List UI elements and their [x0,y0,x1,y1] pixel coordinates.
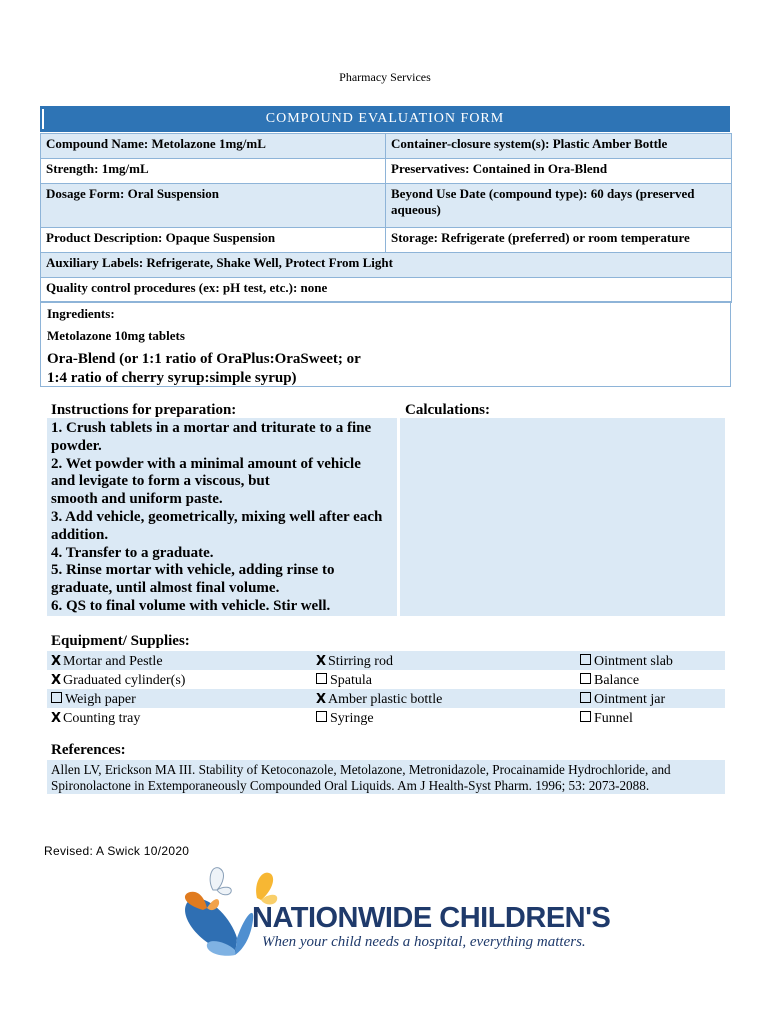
prep-step-line: 3. Add vehicle, geometrically, mixing well after each [51,508,383,525]
empty-checkbox-icon [580,673,591,684]
equipment-item [316,690,442,709]
preparation-label: Instructions for preparation: [51,402,237,418]
beyond-use-date: Beyond Use Date (compound type): 60 days (preserved aqueous) [386,184,732,228]
equipment-column-2 [316,652,442,728]
empty-checkbox-icon [316,711,327,722]
empty-checkbox-icon [316,673,327,684]
equipment-item-label: Weigh paper [65,692,136,707]
equipment-item-label: Stirring rod [328,654,393,669]
equipment-item-label: Counting tray [63,711,141,726]
preparation-steps [51,420,396,616]
table-row [41,278,732,303]
references-text [51,762,723,794]
prep-step-line: 5. Rinse mortar with vehicle, adding rinse to [51,562,335,579]
form-title-text: COMPOUND EVALUATION FORM [265,111,505,126]
form-title [40,106,730,132]
calculations-label: Calculations: [405,402,491,418]
product-description: Product Description: Opaque Suspension [41,228,386,253]
ingredients-label: Ingredients: [47,306,115,321]
prep-step-line: 2. Wet powder with a minimal amount of vehicle [51,455,361,472]
equipment-column-1 [51,652,185,728]
logo-wordmark: NATIONWIDE CHILDREN'S [252,902,611,934]
equipment-column-3 [580,652,673,728]
equipment-item [51,652,185,671]
checked-x-icon: X [51,654,62,669]
empty-checkbox-icon [580,654,591,665]
checked-x-icon: X [316,692,327,707]
table-row [41,253,732,278]
storage: Storage: Refrigerate (preferred) or room temperature [386,228,732,253]
equipment-item [316,652,442,671]
ingredient-item: 1:4 ratio of cherry syrup:simple syrup) [47,370,297,386]
equipment-item [580,709,673,728]
title-marker [42,109,44,129]
ingredient-item: Metolazone 10mg tablets [47,328,185,343]
empty-checkbox-icon [580,711,591,722]
equipment-item [51,690,185,709]
compound-name: Compound Name: Metolazone 1mg/mL [41,134,386,159]
reference-line: Allen LV, Erickson MA III. Stability of Ketoconazole, Metolazone, Metronidazole, Procainamide Hydrochloride, and [51,762,671,777]
prep-step-line: and levigate to form a viscous, but [51,473,270,490]
dosage-form: Dosage Form: Oral Suspension [41,184,386,228]
table-row [41,159,732,184]
prep-step-line: 4. Transfer to a graduate. [51,544,214,561]
equipment-item [51,709,185,728]
checked-x-icon: X [316,654,327,669]
preservatives: Preservatives: Contained in Ora-Blend [386,159,732,184]
equipment-item-label: Ointment jar [594,692,666,707]
table-row [41,134,732,159]
prep-step-line: smooth and uniform paste. [51,491,223,508]
equipment-item-label: Amber plastic bottle [328,692,443,707]
butterfly-white-icon [210,868,231,895]
equipment-item [580,652,673,671]
strength: Strength: 1mg/mL [41,159,386,184]
equipment-item [316,671,442,690]
checked-x-icon: X [51,711,62,726]
compound-info-table [40,133,732,303]
prep-step-line: graduate, until almost final volume. [51,580,280,597]
revised-note: Revised: A Swick 10/2020 [44,844,190,858]
equipment-item-label: Spatula [330,673,372,688]
prep-step-line: addition. [51,526,109,543]
equipment-item-label: Mortar and Pestle [63,654,163,669]
ingredient-item: Ora-Blend (or 1:1 ratio of OraPlus:OraSweet; or [47,351,361,367]
prep-step-line: powder. [51,437,102,454]
auxiliary-labels: Auxiliary Labels: Refrigerate, Shake Well, Protect From Light [41,253,732,278]
equipment-item [316,709,442,728]
equipment-item-label: Balance [594,673,640,688]
calculations-box [400,418,725,616]
reference-line: Spironolactone in Extemporaneously Compounded Oral Liquids. Am J Health-Syst Pharm. 1996; 53: 2073-2088. [51,778,650,793]
equipment-item [580,690,673,709]
equipment-item [580,671,673,690]
table-row [41,228,732,253]
prep-step-line: 6. QS to final volume with vehicle. Stir well. [51,597,331,614]
checked-x-icon: X [51,673,62,688]
equipment-item-label: Ointment slab [594,654,673,669]
equipment-item-label: Graduated cylinder(s) [63,673,186,688]
ingredients-section [40,301,731,387]
empty-checkbox-icon [580,692,591,703]
equipment-item-label: Syringe [330,711,374,726]
prep-step-line: 1. Crush tablets in a mortar and triturate to a fine [51,420,372,436]
equipment-item-label: Funnel [594,711,633,726]
quality-control: Quality control procedures (ex: pH test, etc.): none [41,278,732,303]
container-closure: Container-closure system(s): Plastic Amber Bottle [386,134,732,159]
page-header: Pharmacy Services [339,70,431,84]
logo-tagline: When your child needs a hospital, everything matters. [262,934,586,950]
butterfly-yellow-icon [256,873,277,905]
equipment-label: Equipment/ Supplies: [51,633,190,649]
empty-checkbox-icon [51,692,62,703]
table-row [41,184,732,228]
equipment-item [51,671,185,690]
references-label: References: [51,742,126,758]
